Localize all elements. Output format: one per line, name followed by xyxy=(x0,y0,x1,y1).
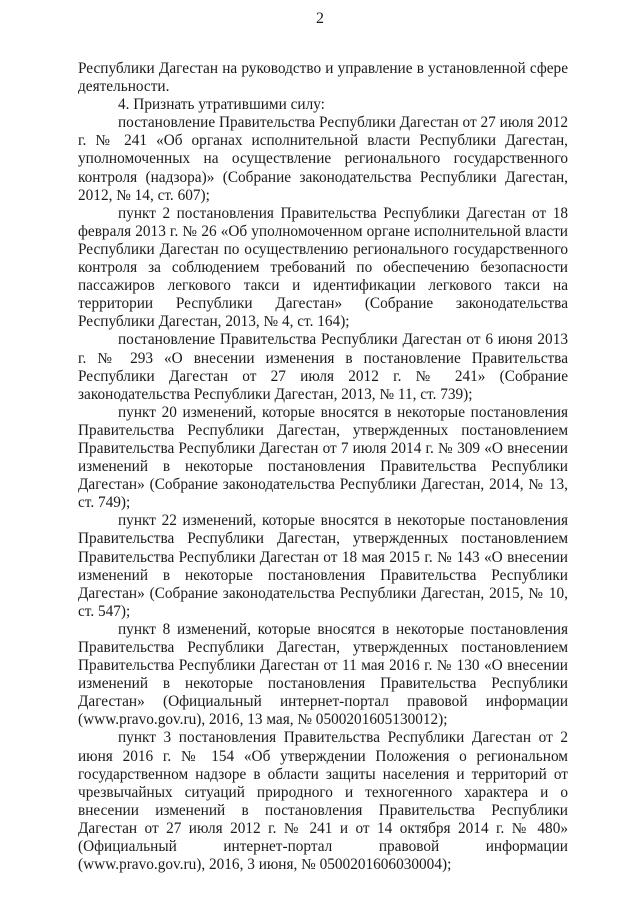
paragraph-item-4-heading: 4. Признать утратившими силу: xyxy=(118,96,325,114)
paragraph-repeal-309: пункт 20 изменений, которые вносятся в некоторые постановления Правительства Республики Дагестан, утвержденных постановлением Правительства Республики Дагестан от 7 июля 2014 г. № 309 «О внесении изменений в некоторые постановления Правительства Республики Дагестан» (Собрание законодательства Республики Дагестан, 2014, № 13, ст. 749); xyxy=(78,403,568,512)
document-body xyxy=(78,60,568,874)
paragraph-repeal-154: пункт 3 постановления Правительства Республики Дагестан от 2 июня 2016 г. № 154 «Об утверждении Положения о региональном государственном надзоре в области защиты населения и территорий от чрезвычайных ситуаций природного и техногенного характера и о внесении изменений в постановления Правительства Республики Дагестан от 27 июля 2012 г. № 241 и от 14 октября 2014 г. № 480» (Официальный интернет-портал правовой информации (www.pravo.gov.ru), 2016, 3 июня, № 0500201606030004); xyxy=(78,729,568,874)
paragraph-repeal-130: пункт 8 изменений, которые вносятся в некоторые постановления Правительства Республики Дагестан, утвержденных постановлением Правительства Республики Дагестан от 11 мая 2016 г. № 130 «О внесении изменений в некоторые постановления Правительства Республики Дагестан» (Официальный интернет-портал правовой информации (www.pravo.gov.ru), 2016, 13 мая, № 0500201605130012); xyxy=(78,620,568,729)
paragraph-continuation: Республики Дагестан на руководство и управление в установленной сфере деятельности. xyxy=(78,60,568,96)
paragraph-repeal-143: пункт 22 изменений, которые вносятся в некоторые постановления Правительства Республики Дагестан, утвержденных постановлением Правительства Республики Дагестан от 18 мая 2015 г. № 143 «О внесении изменений в некоторые постановления Правительства Республики Дагестан» (Собрание законодательства Республики Дагестан, 2015, № 10, ст. 547); xyxy=(78,512,568,620)
paragraph-repeal-293: постановление Правительства Республики Дагестан от 6 июня 2013 г. № 293 «О внесении изменения в постановление Правительства Республики Дагестан от 27 июля 2012 г. № 241» (Собрание законодательства Республики Дагестан, 2013, № 11, ст. 739); xyxy=(78,331,568,403)
page-number: 2 xyxy=(316,10,324,27)
paragraph-repeal-26: пункт 2 постановления Правительства Республики Дагестан от 18 февраля 2013 г. № 26 «Об уполномоченном органе исполнительной власти Республики Дагестан по осуществлению регионального государственного контроля за соблюдением требований по обеспечению безопасности пассажиров легкового такси и идентификации легкового такси на территории Республики Дагестан» (Собрание законодательства Республики Дагестан, 2013, № 4, ст. 164); xyxy=(78,204,568,331)
paragraph-repeal-241: постановление Правительства Республики Дагестан от 27 июля 2012 г. № 241 «Об органах исполнительной власти Республики Дагестан, уполномоченных на осуществление регионального государственного контроля (надзора)» (Собрание законодательства Республики Дагестан, 2012, № 14, ст. 607); xyxy=(78,114,568,204)
